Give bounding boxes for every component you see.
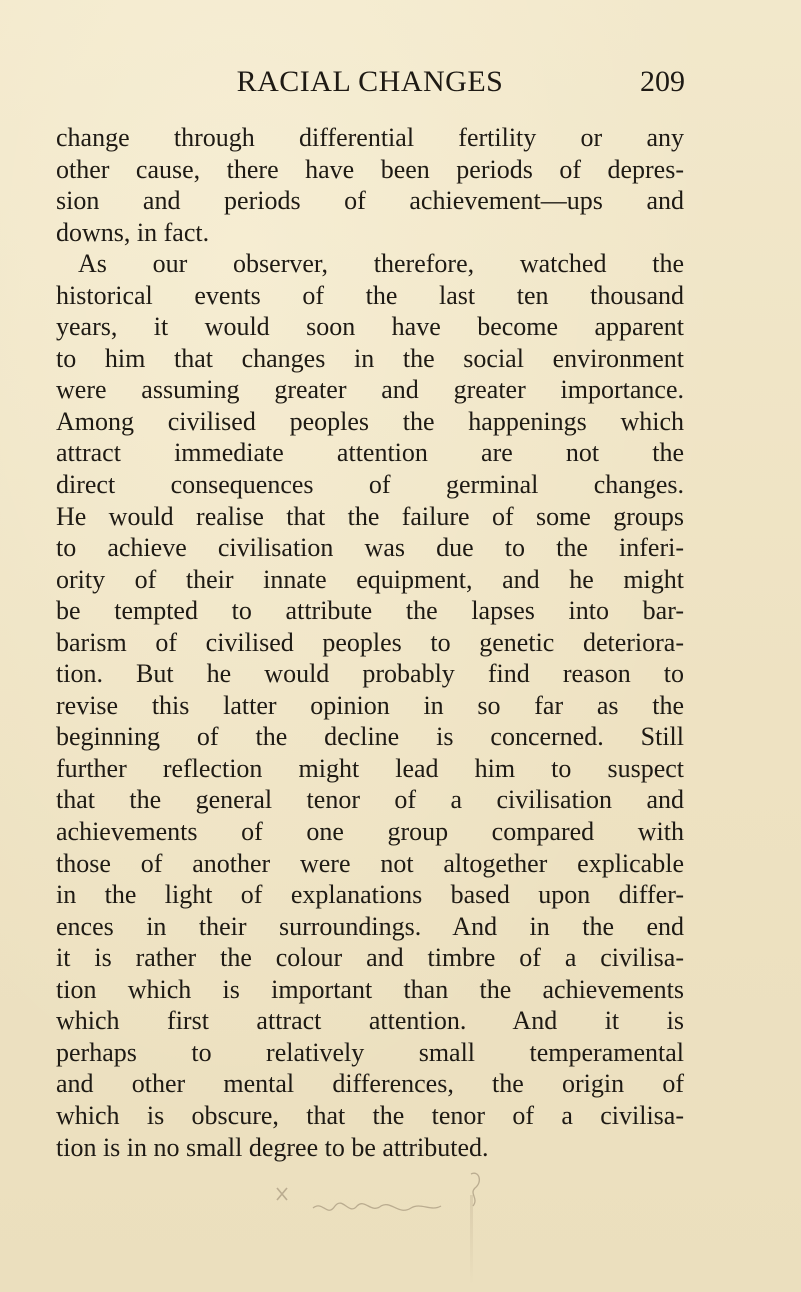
text-line: attract immediate attention are not the [56, 438, 684, 468]
text-line: direct consequences of germinal changes. [56, 470, 684, 500]
text-line: tion. But he would probably find reason to [56, 659, 684, 689]
text-line: years, it would soon have become apparent [56, 312, 684, 342]
text-line: Among civilised peoples the happenings which [56, 406, 684, 436]
text-line: in the light of explanations based upon differ- [56, 880, 684, 910]
text-line: As our observer, therefore, watched the [78, 249, 684, 279]
text-line: downs, in fact. [56, 217, 210, 247]
text-line: tion which is important than the achievements [56, 974, 684, 1004]
text-line: be tempted to attribute the lapses into bar- [56, 596, 684, 626]
text-line: ences in their surroundings. And in the end [56, 911, 684, 941]
text-line: which is obscure, that the tenor of a civilisa- [56, 1100, 684, 1130]
text-line: which first attract attention. And it is [56, 1006, 684, 1036]
text-line: were assuming greater and greater importance. [56, 375, 684, 405]
text-line: He would realise that the failure of some groups [56, 501, 684, 531]
text-line: other cause, there have been periods of depres- [56, 154, 684, 184]
text-line: that the general tenor of a civilisation and [56, 785, 684, 815]
text-line: change through differential fertility or any [56, 123, 684, 152]
text-line: sion and periods of achievement—ups and [56, 186, 684, 216]
body-text [56, 122, 684, 1163]
text-line: achievements of one group compared with [56, 817, 684, 847]
running-title: RACIAL CHANGES [236, 65, 504, 98]
text-line: it is rather the colour and timbre of a civilisa- [56, 943, 684, 973]
text-line: tion is in no small degree to be attributed. [56, 1132, 489, 1162]
text-line: historical events of the last ten thousand [56, 280, 684, 310]
text-line: perhaps to relatively small temperamental [56, 1037, 684, 1067]
handwritten-mark [265, 1160, 505, 1280]
text-line: further reflection might lead him to suspect [56, 753, 684, 783]
page-number: 209 [640, 65, 685, 98]
running-head [55, 60, 685, 104]
text-line: beginning of the decline is concerned. Still [56, 722, 684, 752]
text-line: ority of their innate equipment, and he might [56, 564, 684, 594]
text-line: to achieve civilisation was due to the inferi- [56, 533, 684, 563]
text-line: revise this latter opinion in so far as the [56, 690, 684, 720]
text-line: to him that changes in the social environment [56, 343, 684, 373]
text-line: barism of civilised peoples to genetic deteriora- [56, 627, 684, 657]
text-line: those of another were not altogether explicable [56, 848, 684, 878]
text-line: and other mental differences, the origin of [56, 1069, 684, 1099]
